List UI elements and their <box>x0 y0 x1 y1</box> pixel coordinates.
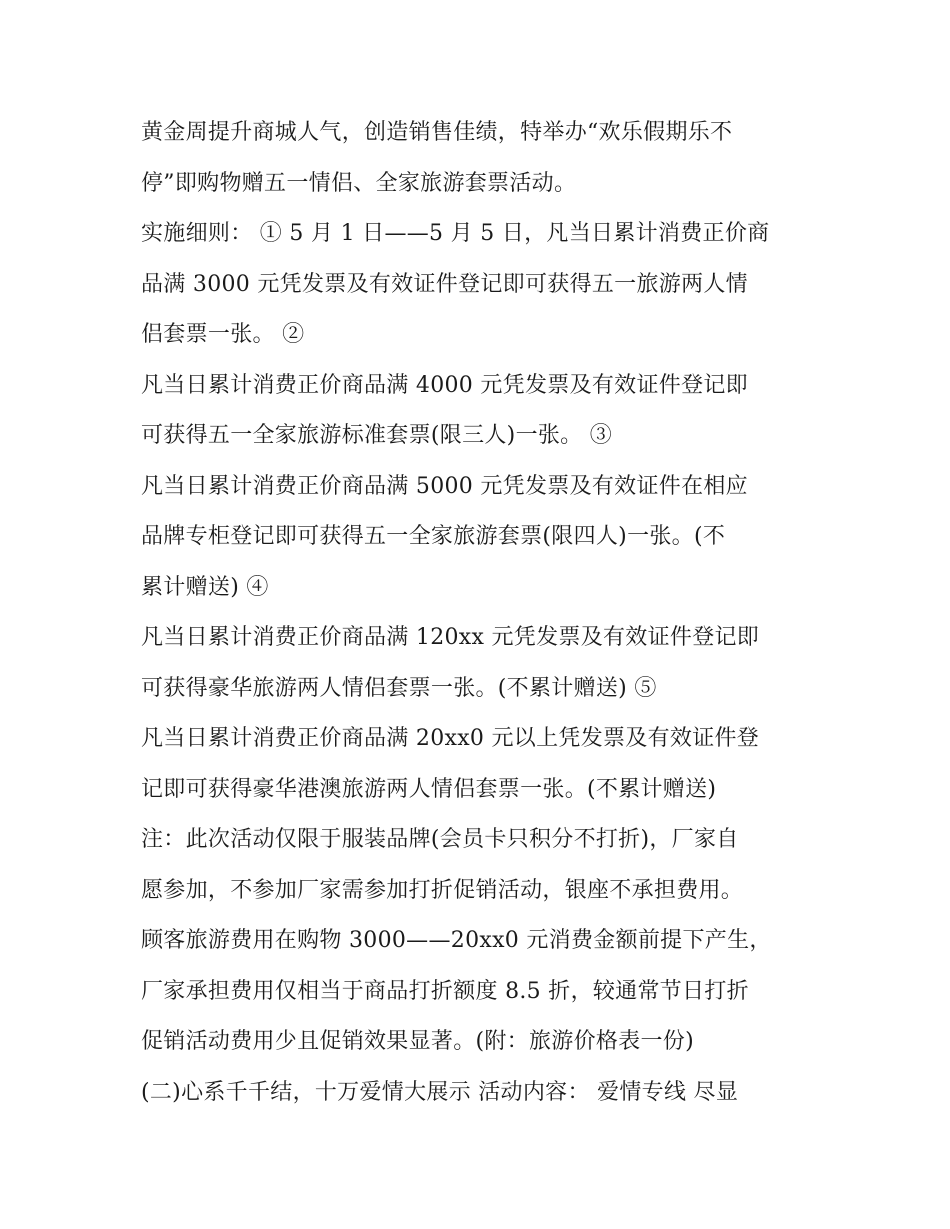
text-line: 凡当日累计消费正价商品满 5000 元凭发票及有效证件在相应 <box>141 473 748 499</box>
text-line: 记即可获得豪华港澳旅游两人情侣套票一张。(不累计赠送) <box>141 776 717 802</box>
text-line: 品牌专柜登记即可获得五一全家旅游套票(限四人)一张。(不 <box>141 524 726 549</box>
text-line: 厂家承担费用仅相当于商品打折额度 8.5 折，较通常节日打折 <box>141 978 749 1004</box>
text-line: 侣套票一张。 ② <box>141 322 305 347</box>
text-line: 黄金周提升商城人气，创造销售佳绩，特举办“欢乐假期乐不 <box>141 120 733 145</box>
text-line: 可获得豪华旅游两人情侣套票一张。(不累计赠送) ⑤ <box>141 675 657 701</box>
text-line: 顾客旅游费用在购物 3000——20xx0 元消费金额前提下产生， <box>141 928 772 953</box>
text-line: 凡当日累计消费正价商品满 4000 元凭发票及有效证件登记即 <box>141 372 748 398</box>
text-line: 注：此次活动仅限于服装品牌(会员卡只积分不打折)，厂家自 <box>141 827 739 852</box>
text-line: (二)心系千千结，十万爱情大展示 活动内容： 爱情专线 尽显 <box>141 1079 739 1105</box>
text-line: 实施细则： ① 5 月 1 日——5 月 5 日，凡当日累计消费正价商 <box>141 221 770 246</box>
text-line: 累计赠送) ④ <box>141 574 269 600</box>
text-line: 可获得五一全家旅游标准套票(限三人)一张。 ③ <box>141 423 613 448</box>
text-line: 停”即购物赠五一情侣、全家旅游套票活动。 <box>141 170 577 196</box>
body-text <box>141 108 821 1118</box>
text-line: 凡当日累计消费正价商品满 120xx 元凭发票及有效证件登记即 <box>141 625 760 650</box>
text-line: 凡当日累计消费正价商品满 20xx0 元以上凭发票及有效证件登 <box>141 726 760 751</box>
text-line: 品满 3000 元凭发票及有效证件登记即可获得五一旅游两人情 <box>141 271 748 297</box>
text-line: 愿参加，不参加厂家需参加打折促销活动，银座不承担费用。 <box>141 877 744 903</box>
text-line: 促销活动费用少且促销效果显著。(附：旅游价格表一份) <box>141 1029 694 1054</box>
